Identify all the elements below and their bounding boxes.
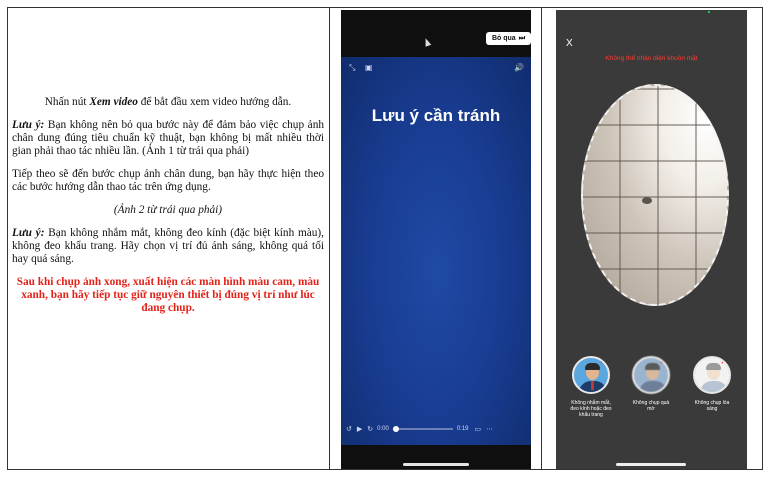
- rewind-icon[interactable]: ↺: [346, 425, 352, 433]
- skip-button[interactable]: Bỏ qua ⏭: [486, 32, 531, 45]
- more-icon[interactable]: ⋯: [486, 425, 494, 433]
- status-dot: [708, 11, 710, 13]
- guide-option-label: Không nhắm mắt, đeo kính hoặc đeo khẩu trang: [570, 400, 612, 418]
- phone-screenshot-camera: [556, 10, 747, 469]
- face-frame: [581, 84, 729, 306]
- image-caption: (Ảnh 2 từ trái qua phải): [113, 204, 223, 216]
- guide-option-label: Không chụp quá mờ: [632, 400, 670, 412]
- screen-icon[interactable]: ▭: [474, 425, 482, 433]
- note-label: Lưu ý:: [12, 227, 45, 239]
- pip-icon[interactable]: ▣: [365, 63, 373, 72]
- close-button[interactable]: X: [566, 38, 573, 49]
- progress-knob[interactable]: [393, 426, 399, 432]
- table-divider: [541, 7, 542, 470]
- volume-icon[interactable]: 🔊: [514, 63, 524, 72]
- avatar-icon: [632, 356, 670, 394]
- fullscreen-icon[interactable]: ⤡: [349, 63, 356, 72]
- paragraph-note-1: Lưu ý: Bạn không nên bỏ qua bước này để đảm bảo việc chụp ảnh chân dung đúng tiêu chuẩn kỹ thuật, bạn không bị mất nhiều thời gian phải thao tác nhiều lần. (Ảnh 1 từ trái qua phải): [12, 119, 324, 157]
- video-controls: [341, 422, 531, 436]
- skip-icon: ⏭: [518, 34, 526, 42]
- play-icon[interactable]: ▶: [356, 425, 363, 433]
- avatar-icon: [572, 356, 610, 394]
- paragraph-next-step: Tiếp theo sẽ đến bước chụp ảnh chân dung, bạn hãy thực hiện theo các bước hướng dẫn thao tác trên ứng dụng.: [12, 168, 324, 193]
- guide-option: [569, 356, 613, 418]
- watch-video-keyword: Xem video: [89, 96, 138, 108]
- cursor-icon: [423, 37, 431, 47]
- home-indicator: [616, 463, 686, 466]
- paragraph-note-2: Lưu ý: Bạn không nhắm mắt, không đeo kính (đặc biệt kính màu), không đeo khẩu trang. Hãy chọn vị trí đủ ánh sáng, không quá tối hay quá sáng.: [12, 227, 324, 265]
- guide-option: [690, 356, 734, 412]
- home-indicator: [403, 463, 469, 466]
- error-message: Không thể nhận diện khuôn mặt: [605, 55, 698, 62]
- ceiling-light: [642, 197, 652, 204]
- guide-option-label: Không chụp lóa sáng: [694, 400, 730, 412]
- cross-icon: ✕: [599, 356, 607, 366]
- phone-screenshot-video: [341, 10, 531, 469]
- cross-icon: ✕: [659, 356, 667, 366]
- warning-text: Sau khi chụp ảnh xong, xuất hiện các màn hình màu cam, màu xanh, bạn hãy tiếp tục giữ nguyên thiết bị đúng vị trí như lúc đang chụp.: [16, 276, 320, 314]
- avatar-icon: [693, 356, 731, 394]
- current-time: 0:00: [377, 426, 389, 432]
- instruction-text: [12, 96, 324, 325]
- note-label: Lưu ý:: [12, 119, 45, 131]
- progress-bar[interactable]: [393, 428, 453, 430]
- forward-icon[interactable]: ↻: [367, 425, 374, 433]
- guide-option: [629, 356, 673, 412]
- video-title: Lưu ý cần tránh: [371, 106, 501, 125]
- cross-icon: ✕: [720, 356, 728, 366]
- total-time: 0:19: [456, 426, 469, 432]
- table-divider: [329, 7, 330, 470]
- paragraph-watch-video: Nhấn nút Xem video để bắt đầu xem video hướng dẫn.: [44, 96, 292, 108]
